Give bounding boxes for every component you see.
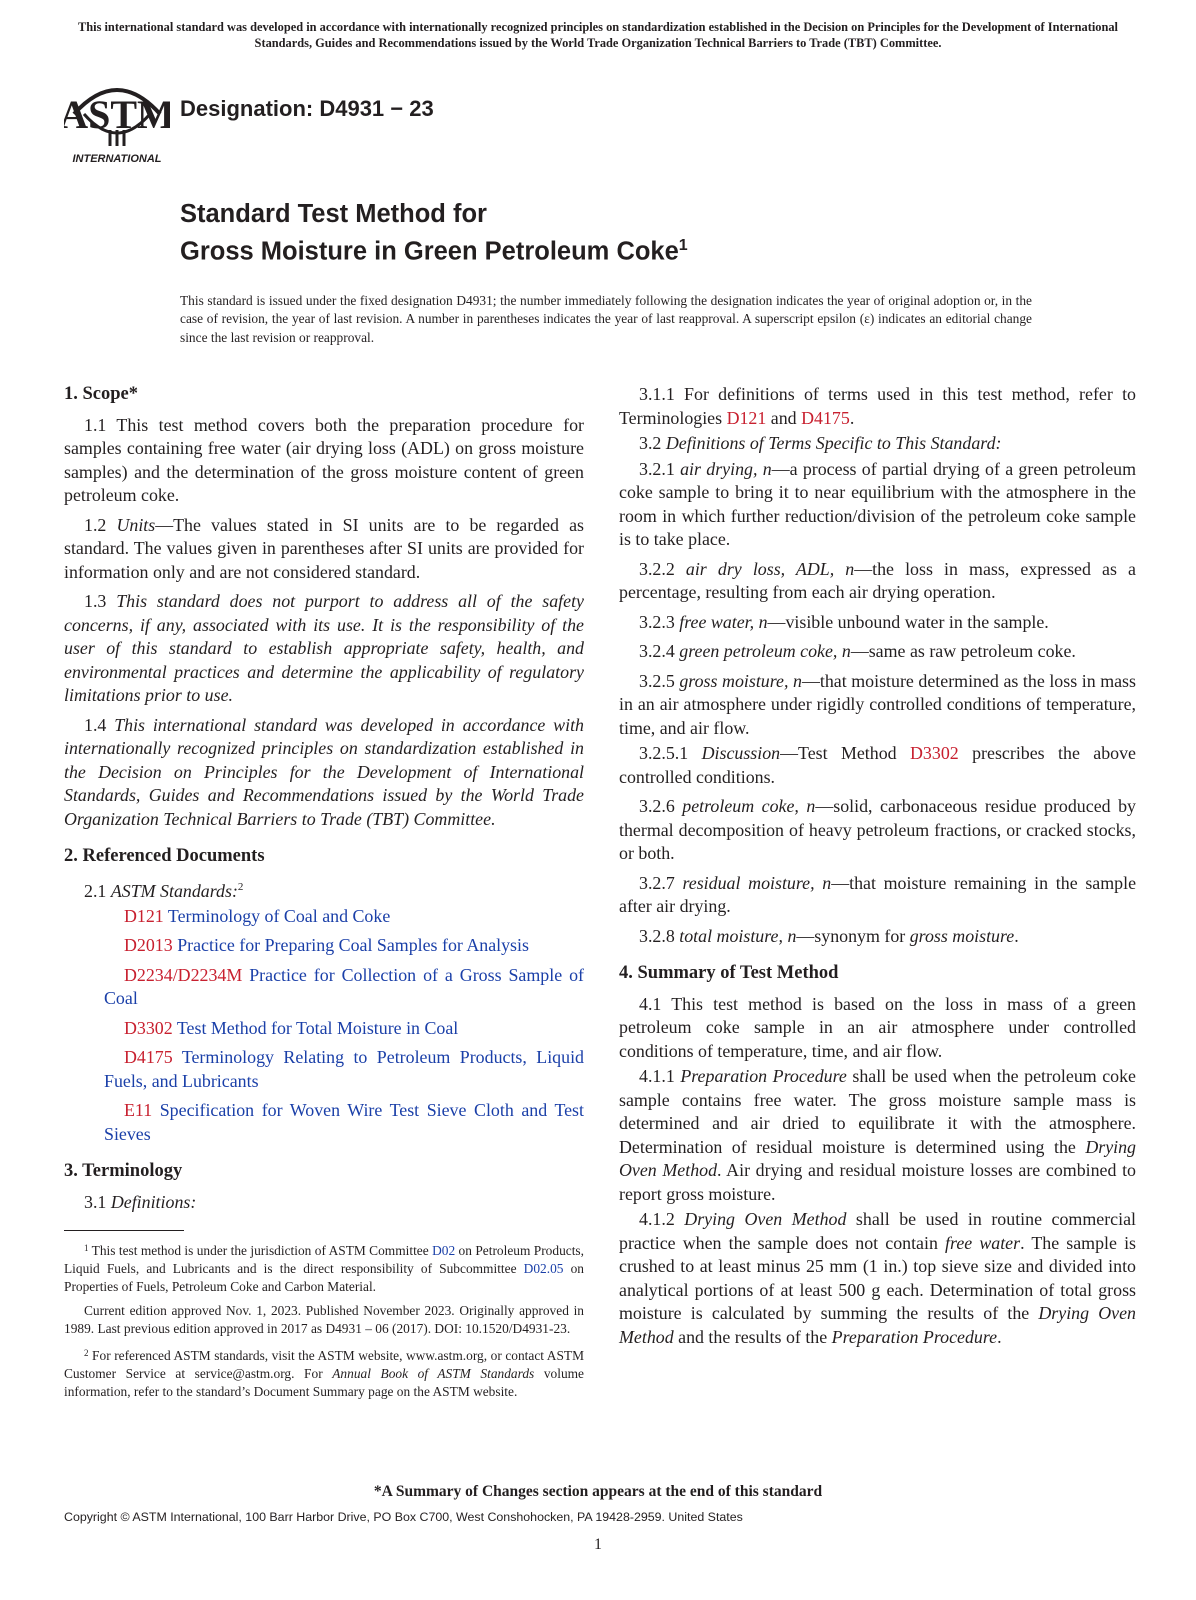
- para-4-1: 4.1 This test method is based on the loss in mass of a green petroleum coke sample in an air atmosphere under controlled conditions of temperature, time, and air flow.: [619, 993, 1136, 1061]
- ref-code: E11: [124, 1100, 153, 1121]
- page-title: [180, 198, 688, 268]
- title-footnote-mark: 1: [678, 237, 688, 254]
- definition: 3.2.7 residual moisture, n—that moisture remaining in the sample after air drying.: [619, 872, 1137, 916]
- ref-link-d4175[interactable]: D4175: [801, 407, 850, 428]
- ref-item[interactable]: [64, 1099, 584, 1146]
- page-number: 1: [594, 1536, 602, 1553]
- left-column: [64, 383, 584, 1407]
- section-heading-scope: 1. Scope*: [64, 384, 138, 404]
- astm-logo: [64, 70, 170, 166]
- designation: Designation: D4931 − 23: [180, 96, 434, 121]
- definition: 3.2.2 air dry loss, ADL, n—the loss in mass, expressed as a percentage, resulting from each air drying operation.: [619, 558, 1136, 602]
- discussion-3-2-5-1: 3.2.5.1 Discussion—Test Method D3302 prescribes the above controlled conditions.: [619, 743, 1136, 787]
- ref-code: D4175: [124, 1047, 173, 1068]
- ref-code: D3302: [124, 1017, 173, 1038]
- para-4-1-1: 4.1.1 Preparation Procedure shall be used when the petroleum coke sample contains free water. The gross moisture sample mass is determined and air dried to equilibrate it with the atmosphere. Determination of residual moisture is determined using the Drying Oven Method. Air drying and residual moisture losses are combined to report gross moisture.: [619, 1066, 1136, 1204]
- definition: 3.2.5 gross moisture, n—that moisture determined as the loss in mass in an air atmosphere under rigidly controlled conditions of temperature, time, and air flow.: [619, 670, 1136, 738]
- footnote-1: $^1$ This test method is under the jurisdiction of ASTM Committee D02 on Petroleum Products, Liquid Fuels, and Lubricants and is the direct responsibility of Subcommittee D02.05 on Properties of Fuels, Petroleum Coke and Carbon Material.: [64, 1243, 584, 1295]
- title-line-1: Standard Test Method for: [180, 200, 487, 228]
- ref-item[interactable]: [64, 1017, 584, 1041]
- issuance-note: This standard is issued under the fixed designation D4931; the number immediately following the designation indicates the year of original adoption or, in the case of revision, the year of last revision. A number in parentheses indicates the year of last reapproval. A superscript epsilon (ε) indicates an editorial change since the last revision or reapproval.: [180, 293, 1032, 345]
- para-3-1-1: 3.1.1 For definitions of terms used in this test method, refer to Terminologies D121 and D4175.: [619, 384, 1136, 428]
- ref-title: Practice for Collection of a Gross Sample of Coal: [104, 964, 584, 1009]
- ref-title: Specification for Woven Wire Test Sieve Cloth and Test Sieves: [104, 1100, 584, 1144]
- ref-title: Terminology of Coal and Coke: [167, 905, 391, 926]
- definition: 3.2.6 petroleum coke, n—solid, carbonaceous residue produced by thermal decomposition of heavy petroleum fractions, or cracked stocks, or both.: [619, 796, 1136, 863]
- ref-link-d3302[interactable]: D3302: [910, 743, 959, 763]
- definition: 3.2.8 total moisture, n—synonym for gross moisture.: [639, 925, 1019, 946]
- para-3-1: 3.1 Definitions:: [84, 1191, 197, 1212]
- right-column: [619, 383, 1136, 1355]
- section-heading-terminology: 3. Terminology: [64, 1161, 183, 1182]
- ref-code: D2234/D2234M: [124, 964, 243, 985]
- ref-item[interactable]: [64, 1046, 584, 1093]
- para-4-1-2: 4.1.2 Drying Oven Method shall be used in routine commercial practice when the sample does not contain free water. The sample is crushed to at least minus 25 mm (1 in.) top sieve size and divided into analytical portions of at least 500 g each. Determination of total gross moisture is calculated by summing the results of the Drying Oven Method and the results of the Preparation Procedure.: [619, 1209, 1137, 1347]
- ref-title: Test Method for Total Moisture in Coal: [176, 1017, 459, 1038]
- footnote-2: $^2$ For referenced ASTM standards, visit the ASTM website, www.astm.org, or contact ASTM Customer Service at service@astm.org. For Annual Book of ASTM Standards volume information, refer to the standard’s Document Summary page on the ASTM website.: [64, 1348, 584, 1400]
- logo-letters: ASTM: [64, 92, 170, 137]
- footnote-divider: [64, 1230, 184, 1231]
- footnote-link-d02[interactable]: D02: [432, 1243, 456, 1259]
- para-1-3: 1.3 This standard does not purport to address all of the safety concerns, if any, associated with its use. It is the responsibility of the user of this standard to establish appropriate safety, health, and environmental practices and determine the applicability of regulatory limitations prior to use.: [64, 591, 584, 705]
- summary-of-changes-note: *A Summary of Changes section appears at the end of this standard: [373, 1483, 823, 1500]
- ref-item[interactable]: [64, 905, 584, 929]
- para-1-4: 1.4 This international standard was developed in accordance with internationally recognized principles on standardization established in the Decision on Principles for the Development of International Standards, Guides and Recommendations issued by the World Trade Organization Technical Barriers to Trade (TBT) Committee.: [64, 714, 584, 829]
- ref-code: D121: [124, 905, 164, 926]
- ref-link-d121[interactable]: D121: [726, 407, 767, 428]
- footnote-link-d0205[interactable]: D02.05: [523, 1261, 564, 1277]
- para-3-2: 3.2 Definitions of Terms Specific to This Standard:: [639, 433, 1002, 453]
- footnote-1-edition: Current edition approved Nov. 1, 2023. Published November 2023. Originally approved in 1989. Last previous edition approved in 2017 as D4931 – 06 (2017). DOI: 10.1520/D4931-23.: [64, 1303, 584, 1337]
- title-line-2: Gross Moisture in Green Petroleum Coke$^1$: [180, 237, 688, 266]
- para-1-2: 1.2 Units—The values stated in SI units are to be regarded as standard. The values given in parentheses after SI units are provided for information only and are not considered standard.: [64, 514, 584, 582]
- ref-item[interactable]: [64, 964, 584, 1011]
- ref-title: Terminology Relating to Petroleum Products, Liquid Fuels, and Lubricants: [104, 1047, 584, 1091]
- ref-item[interactable]: [64, 934, 584, 958]
- ref-code: D2013: [124, 935, 173, 956]
- para-2-1: 2.1 ASTM Standards:$^2$: [84, 880, 244, 901]
- ref-title: Practice for Preparing Coal Samples for Analysis: [177, 935, 529, 956]
- para-1-1: 1.1 This test method covers both the preparation procedure for samples containing free water (air drying loss (ADL) on gross moisture samples) and the determination of the gross moisture content of green petroleum coke.: [64, 414, 584, 505]
- logo-label: INTERNATIONAL: [72, 153, 162, 165]
- definition: 3.2.3 free water, n—visible unbound water in the sample.: [639, 611, 1049, 632]
- section-heading-summary: 4. Summary of Test Method: [619, 963, 839, 983]
- definition: 3.2.4 green petroleum coke, n—same as raw petroleum coke.: [639, 641, 1076, 661]
- section-heading-referenced-documents: 2. Referenced Documents: [64, 846, 265, 866]
- wto-notice: This international standard was developed in accordance with internationally recognized principles on standardization established in the Decision on Principles for the Development of International Standards, Guides and Recommendations issued by the World Trade Organization Technical Barriers to Trade (TBT) Committee.: [77, 20, 1119, 50]
- copyright-line: Copyright © ASTM International, 100 Barr Harbor Drive, PO Box C700, West Conshohocken, PA 19428-2959. United States: [64, 1510, 743, 1524]
- definition: 3.2.1 air drying, n—a process of partial drying of a green petroleum coke sample to bring it to near equilibrium with the atmosphere in the room in which further reduction/division of the petroleum coke sample is to take place.: [619, 458, 1136, 549]
